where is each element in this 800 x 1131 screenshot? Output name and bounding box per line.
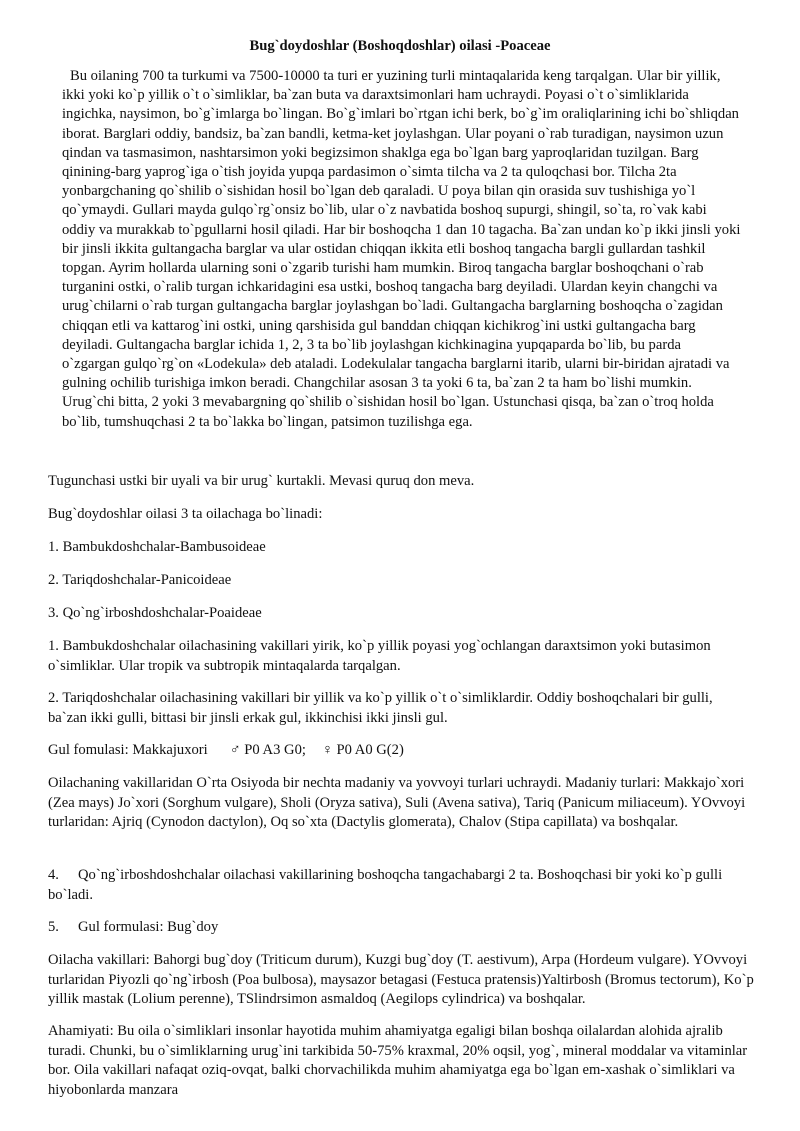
paragraph-subfamilies-intro: Bug`doydoshlar oilasi 3 ta oilachaga bo`linadi: (48, 506, 323, 522)
list-item-5-text: Gul formulasi: Bug`doy (78, 919, 219, 935)
paragraph-importance: Ahamiyati: Bu oila o`simliklari insonlar hayotida muhim ahamiyatga egaligi bilan boshqa oilalardan alohida ajralib turadi. Chunki, bu o`simliklarning urug`ini tarkibida 50-75% kraxmal, 20% oqsil, yog`, mineral moddalar va vitaminlar bor. Oila vakillari nafaqat oziq-ovqat, balki chorvachilikda muhim ahamiyatga ega bo`lgan em-xashak o`simliklari va hiyobonlarda manzara (48, 1023, 748, 1098)
intro-paragraph (62, 67, 742, 432)
paragraph-bambuk: 1. Bambukdoshchalar oilachasining vakillari yirik, ko`p yillik poyasi yog`ochlangan daraxtsimon yoki butasimon o`simliklar. Ular tropik va subtropik mintaqalarda tarqalgan. (48, 638, 711, 674)
paragraph-wheat: Oilacha vakillari: Bahorgi bug`doy (Triticum durum), Kuzgi bug`doy (T. aestivum), Arpa (Hordeum vulgare). YOvvoyi turlaridan Piyozli qo`ng`irbosh (Poa bulbosa), maysazor betagasi (Festuca pratensis)Yaltirbosh (Bromus tectorum), Ko`p yillik mastak (Lolium perenne), TSlindrsimon asmaldoq (Aegilops cylindrica) va boshqalar. (48, 952, 754, 1008)
paragraph-tariq: 2. Tariqdoshchalar oilachasining vakillari bir yillik va ko`p yillik o`t o`simliklardir. Oddiy boshoqchalari bir gulli, ba`zan ikki gulli, bittasi bir jinsli erkak gul, ikkinchisi ikki jinsli gul. (48, 690, 713, 726)
list-item-subfamily-2: 2. Tariqdoshchalar-Panicoideae (48, 572, 232, 588)
list-item-subfamily-3: 3. Qo`ng`irboshdoshchalar-Poaideae (48, 605, 262, 621)
list-item-5 (48, 918, 754, 938)
list-item-4-text: Qo`ng`irboshdoshchalar oilachasi vakillarining boshoqcha tangachabargi 2 ta. Boshoqchasi bir yoki ko`p gulli bo`ladi. (48, 867, 723, 903)
formula-female: ♀ P0 A0 G(2) (321, 742, 404, 758)
intro-paragraph-text: Bu oilaning 700 ta turkumi va 7500-10000 ta turi er yuzining turli mintaqalarida keng tarqalgan. Ular bir yillik, ikki yoki ko`p yillik o`t o`simliklar, ba`zan buta va daraxtsimonlari ham uchraydi. Poyasi o`t o`simliklarida ingichka, naysimon, bo`g`imlarga bo`lingan. Bo`g`imlari bo`rtgan ichi berk, bo`g`im oraliqlarining ichi bo`shliqdan iborat. Barglari oddiy, bandsiz, ba`zan bandli, ketma-ket joylashgan. Ular poyani o`rab turadigan, naysimon uzun qindan va tasmasimon, nashtarsimon yoki begizsimon shaklga ega bo`lgan barg yaproqlaridan tuzilgan. Barg qinining-barg yaprog`iga o`tish joyida yupqa pardasimon o`simta tilcha va 2 ta quloqchasi bor. Tilcha 2ta yonbargchaning qo`shilib o`sishidan hosil bo`lgan deb qaraladi. U poya bilan qin orasida suv tushishiga yo`l qo`ymaydi. Gullari mayda gulqo`rg`onsiz bo`lib, ular o`z navbatida boshoq supurgi, shingil, so`ta, ro`vak kabi oddiy va murakkab to`pgullarni hosil qiladi. Har bir boshoqcha 1 dan 10 tagacha. Ba`zan undan ko`p ikki jinsli yoki bir jinsli ikkita gultangacha barglar va ular ostidan chiqqan ikkita etli boshoq tangacha bargli gullardan tashkil topgan. Ayrim hollarda ularning soni o`zgarib turishi ham mumkin. Biroq tangacha barglar boshoqchani o`rab turganini ostki, o`ralib turgan ichkaridagini esa ustki, boshoq tangacha barg deyiladi. Ulardan keyin changchi va urug`chilarni o`rab turgan gultangacha barglar joylashgan bo`ladi. Gultangacha barglarning boshoqcha o`zagidan chiqqan etli va kattarog`ini ostki, uning qarshisida gul banddan chiqqan kichikrog`ini ustki gultangacha barg deyiladi. Gultangacha barglar ichida 1, 2, 3 ta bo`lib joylashgan kichkinagina yupqaparda bo`lib, bu parda o`zgargan gulqo`rg`on «Lodekula» deb ataladi. Lodekulalar tangacha barglarni itarib, ularni bir-biridan ajratadi va gulning ochilib turishiga imkon beradi. Changchilar asosan 3 ta yoki 6 ta, ba`zan 2 ta ham bo`lishi mumkin. Urug`chi bitta, 2 yoki 3 mevabargning qo`shilib o`sishidan hosil bo`lgan. Ustunchasi qisqa, ba`zan o`troq holda bo`lib, tumshuqchasi 2 ta bo`lakka bo`lingan, patsimon tuzilishga ega. (62, 68, 741, 430)
paragraph-tuguncha: Tugunchasi ustki bir uyali va bir urug` kurtakli. Mevasi quruq don meva. (48, 473, 475, 489)
formula-male: ♂ P0 A3 G0; (229, 742, 306, 758)
list-item-4-number: 4. (48, 867, 59, 883)
paragraph-species: Oilachaning vakillaridan O`rta Osiyoda bir nechta madaniy va yovvoyi turlari uchraydi. Madaniy turlari: Makkajo`xori (Zea mays) Jo`xori (Sorghum vulgare), Sholi (Oryza sativa), Suli (Avena sativa), Tariq (Panicum miliaceum). YOvvoyi turlaridan: Ajriq (Cynodon dactylon), Oq so`xta (Dactylis glomerata), Chalov (Stipa capillata) va boshqalar. (48, 775, 746, 831)
formula-label: Gul fomulasi: Makkajuxori (48, 742, 208, 758)
list-item-subfamily-1: 1. Bambukdoshchalar-Bambusoideae (48, 539, 266, 555)
page-title: Bug`doydoshlar (Boshoqdoshlar) oilasi -Poaceae (249, 38, 551, 54)
flower-formula-line (48, 741, 754, 761)
list-item-5-number: 5. (48, 919, 59, 935)
list-item-4 (48, 866, 754, 905)
